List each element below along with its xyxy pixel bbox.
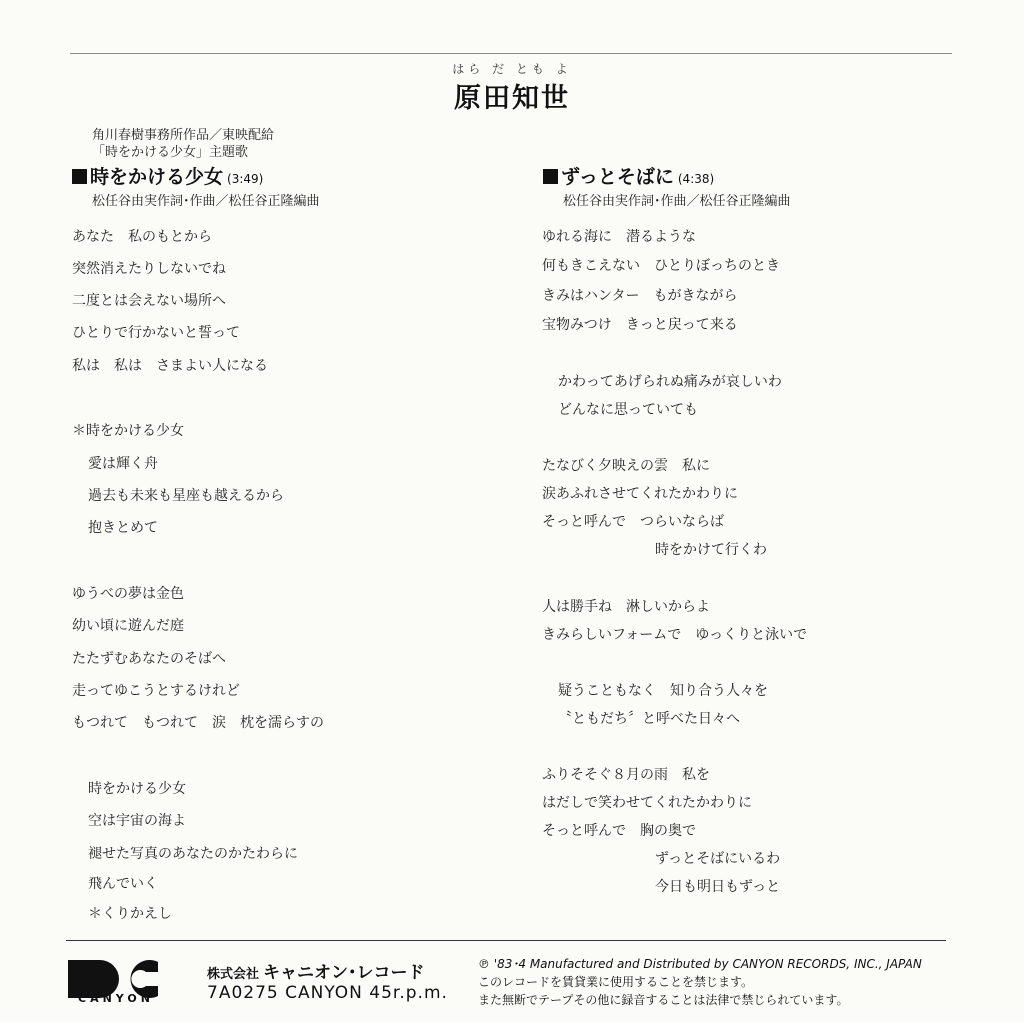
lyric-line: 私は 私は さまよい人になる: [72, 358, 268, 374]
lyric-line: どんなに思っていても: [558, 402, 698, 418]
lyric-line: ゆれる海に 潜るような: [542, 229, 696, 245]
lyric-line: ふりそそぐ８月の雨 私を: [542, 767, 710, 783]
lyric-line: 涙あふれさせてくれたかわりに: [542, 486, 738, 502]
distribution-notice: ℗ '83･4 Manufactured and Distributed by CANYON RECORDS, INC., JAPAN: [478, 957, 922, 971]
lyric-line: 走ってゆこうとするけれど: [72, 683, 240, 699]
lyric-line: あなた 私のもとから: [72, 229, 212, 245]
company-name: [207, 958, 425, 983]
lyric-line: 〝ともだち〞と呼べた日々へ: [558, 711, 740, 727]
song-title-2: [543, 162, 714, 189]
lyric-line: ゆうべの夢は金色: [72, 586, 184, 602]
lyric-line: 過去も未来も星座も越えるから: [88, 488, 284, 504]
song-title-1-text: 時をかける少女: [90, 166, 224, 188]
company-name-text: キャニオン･レコード: [263, 963, 425, 983]
song-duration-1: (3:49): [227, 172, 264, 186]
lyric-line: もつれて もつれて 涙 枕を濡らすの: [72, 715, 324, 731]
bottom-rule: [66, 940, 946, 941]
lyric-line: たたずむあなたのそばへ: [72, 651, 226, 667]
lyric-line: 時をかけて行くわ: [655, 542, 767, 558]
lyric-line: たなびく夕映えの雲 私に: [542, 458, 710, 474]
lyric-line: ひとりで行かないと誓って: [72, 325, 240, 341]
lyric-line: ＊くりかえし: [88, 906, 172, 922]
square-bullet-icon: [543, 169, 558, 184]
theme-song-credit: 「時をかける少女」主題歌: [92, 145, 249, 160]
lyric-line: 飛んでいく: [88, 876, 158, 892]
lyric-line: 疑うこともなく 知り合う人々を: [558, 683, 768, 699]
song-title-1: [72, 162, 263, 189]
song-duration-2: (4:38): [677, 172, 715, 186]
song-title-2-text: ずっとそばに: [561, 166, 674, 188]
copyright-notice: また無断でテープその他に録音することは法律で禁じられています。: [478, 993, 849, 1007]
song-credits-1: 松任谷由実作詞･作曲／松任谷正隆編曲: [92, 194, 320, 209]
artist-name: 原田知世: [454, 83, 570, 114]
lyric-line: ずっとそばにいるわ: [655, 851, 781, 867]
lyric-line: 何もきこえない ひとりぼっちのとき: [542, 258, 780, 274]
lyric-line: そっと呼んで 胸の奥で: [542, 823, 696, 839]
artist-furigana: はら だ とも よ: [452, 62, 572, 76]
lyric-line: ＊時をかける少女: [72, 423, 184, 439]
lyric-line: 宝物みつけ きっと戻って来る: [542, 317, 738, 333]
lyric-line: かわってあげられぬ痛みが哀しいわ: [558, 374, 782, 390]
production-credit: 角川春樹事務所作品／東映配給: [92, 128, 275, 143]
logo-text: CANYON: [78, 992, 154, 1005]
song-credits-2: 松任谷由実作詞･作曲／松任谷正隆編曲: [563, 194, 791, 209]
lyric-line: 褪せた写真のあなたのかたわらに: [88, 846, 298, 862]
lyric-line: きみはハンター もがきながら: [542, 288, 738, 304]
lyric-line: 人は勝手ね 淋しいからよ: [542, 599, 710, 615]
lyric-line: 愛は輝く舟: [88, 456, 158, 472]
lyric-line: 今日も明日もずっと: [655, 879, 781, 895]
lyric-line: きみらしいフォームで ゆっくりと泳いで: [542, 627, 808, 643]
lyric-line: 二度とは会えない場所へ: [72, 293, 226, 309]
top-rule: [70, 53, 952, 54]
lyric-line: はだしで笑わせてくれたかわりに: [542, 795, 752, 811]
company-prefix: 株式会社: [207, 967, 260, 982]
lyric-line: そっと呼んで つらいならば: [542, 514, 724, 530]
catalog-number: 7A0275 CANYON 45r.p.m.: [207, 983, 448, 1003]
lyric-line: 突然消えたりしないでね: [72, 261, 226, 277]
rental-notice: このレコードを賃貸業に使用することを禁じます。: [478, 975, 754, 989]
square-bullet-icon: [72, 169, 87, 184]
lyric-line: 抱きとめて: [88, 520, 158, 536]
lyric-line: 時をかける少女: [88, 781, 186, 797]
lyric-line: 幼い頃に遊んだ庭: [72, 618, 184, 634]
lyric-line: 空は宇宙の海よ: [88, 813, 186, 829]
